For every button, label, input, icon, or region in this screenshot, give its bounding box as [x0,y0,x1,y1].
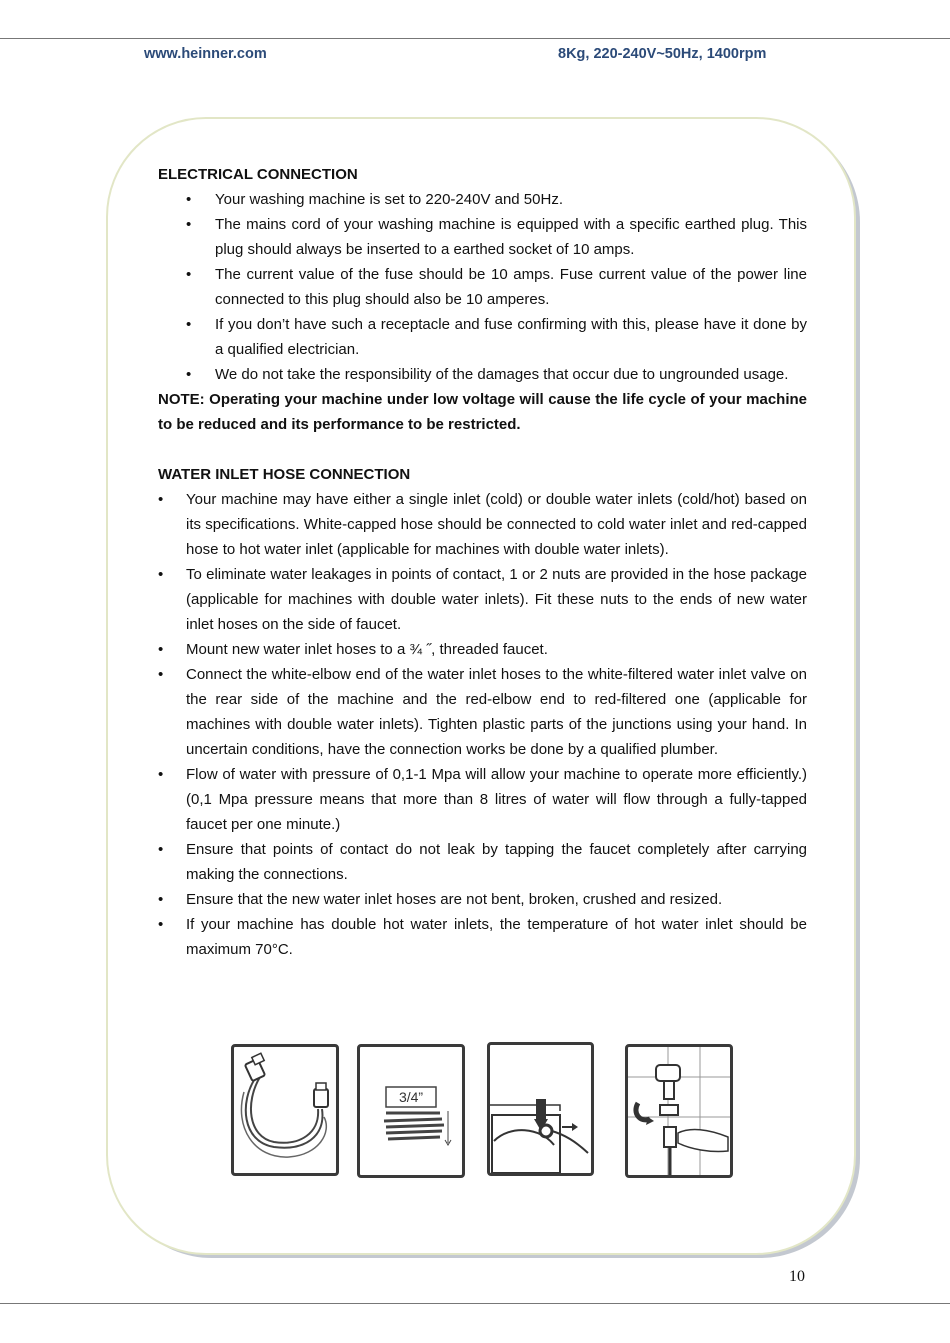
list-item: • We do not take the responsibility of the damages that occur due to ungrounded usage. [158,362,807,387]
bullet: • [158,916,164,933]
hose-illustration [231,1044,339,1176]
machine-inlet-illustration [487,1042,594,1176]
list-item: • If you don’t have such a receptacle and fuse confirming with this, please have it done by a qualified electrician. [158,312,807,362]
bullet: • [158,841,164,858]
inlet-valve-icon [490,1045,591,1173]
faucet-illustration [625,1044,733,1178]
bullet: • [158,666,164,683]
page-number: 10 [789,1268,805,1285]
header-spec: 8Kg, 220-240V~50Hz, 1400rpm [558,46,767,62]
thread-size-illustration [357,1044,465,1178]
list-item: • Flow of water with pressure of 0,1-1 Mpa will allow your machine to operate more efficiently.) (0,1 Mpa pressure means that more than 8 litres of water will flow through a fully-tapped faucet per one minute.) [158,762,807,837]
bullet: • [186,191,192,208]
low-voltage-note: NOTE: Operating your machine under low voltage will cause the life cycle of your machine to be reduced and its performance to be restricted. [158,391,807,433]
list-item: • Ensure that points of contact do not leak by tapping the faucet completely after carrying making the connections. [158,837,807,887]
electrical-title: ELECTRICAL CONNECTION [158,166,358,183]
list-item: • Your washing machine is set to 220-240V and 50Hz. [158,187,807,212]
list-item: • To eliminate water leakages in points of contact, 1 or 2 nuts are provided in the hose package (applicable for machines with double water inlets). Fit these nuts to the ends of new water inlet hoses on the side of faucet. [158,562,807,637]
list-item: • Connect the white-elbow end of the water inlet hoses to the white-filtered water inlet valve on the rear side of the machine and the red-elbow end to red-filtered one (applicable for machines with double water inlets). Tighten plastic parts of the junctions using your hand. In uncertain conditions, have the connection works be done by a qualified plumber. [158,662,807,762]
thread-size-label: 3/4” [398,1089,424,1105]
bullet: • [186,316,192,333]
header-website: www.heinner.com [144,46,267,62]
header-rule [0,38,950,39]
faucet-icon [628,1047,730,1175]
list-item: • Your machine may have either a single inlet (cold) or double water inlets (cold/hot) based on its specifications. White-capped hose should be connected to cold water inlet and red-capped hose to hot water inlet (applicable for machines with double water inlets). [158,487,807,562]
footer-rule [0,1303,950,1304]
list-item: • Ensure that the new water inlet hoses are not bent, broken, crushed and resized. [158,887,807,912]
bullet: • [158,766,164,783]
page-content [158,162,807,962]
water-inlet-title: WATER INLET HOSE CONNECTION [158,466,411,483]
list-item: • If your machine has double hot water inlets, the temperature of hot water inlet should be maximum 70°C. [158,912,807,962]
thread-icon [360,1047,462,1175]
bullet: • [158,491,164,508]
water-inlet-list [158,487,807,962]
bullet: • [186,266,192,283]
hose-icon [234,1047,336,1173]
bullet: • [158,641,164,658]
bullet: • [158,891,164,908]
bullet: • [186,216,192,233]
illustrations-row [0,1042,950,1182]
electrical-list [158,187,807,387]
bullet: • [186,366,192,383]
bullet: • [158,566,164,583]
list-item: • Mount new water inlet hoses to a ¾ ˝, threaded faucet. [158,637,807,662]
list-item: • The current value of the fuse should be 10 amps. Fuse current value of the power line connected to this plug should also be 10 amperes. [158,262,807,312]
list-item: • The mains cord of your washing machine is equipped with a specific earthed plug. This plug should always be inserted to a earthed socket of 10 amps. [158,212,807,262]
